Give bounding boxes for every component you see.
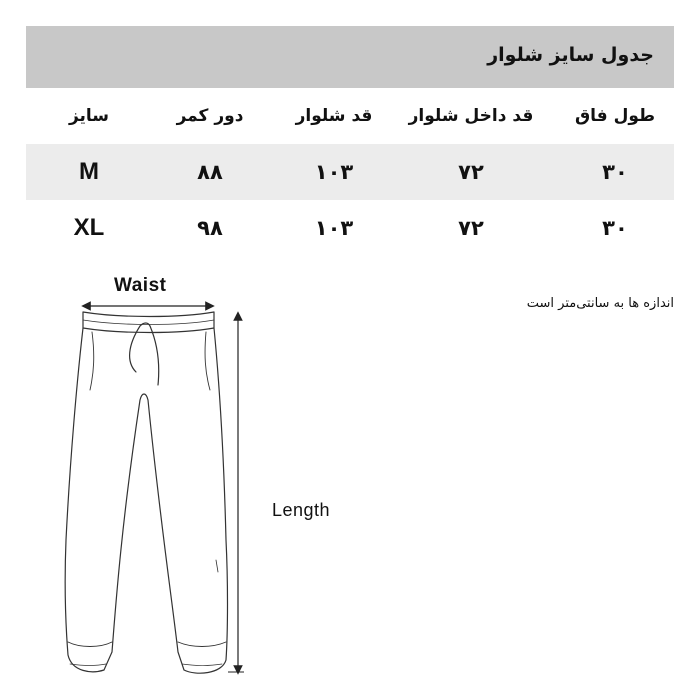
pants-outline: [65, 328, 227, 673]
table-title: جدول سایز شلوار: [487, 44, 654, 66]
cell-waist: ۸۸: [197, 160, 223, 184]
header-inseam: قد داخل شلوار: [408, 106, 534, 126]
header-waist: دور کمر: [176, 106, 244, 126]
right-pocket: [205, 332, 210, 390]
cell-length: ۱۰۳: [314, 160, 354, 184]
units-note: اندازه ها به سانتی‌متر است: [526, 296, 674, 311]
header-length: قد شلوار: [295, 106, 373, 126]
waist-label: Waist: [114, 275, 167, 296]
cell-waist: ۹۸: [197, 216, 223, 240]
length-label: Length: [272, 500, 331, 520]
left-pocket: [90, 332, 94, 390]
cell-size: M: [79, 158, 99, 185]
cell-rise: ۳۰: [602, 160, 628, 184]
header-size: سایز: [68, 106, 110, 126]
header-rise: طول فاق: [574, 106, 656, 126]
cell-inseam: ۷۲: [458, 160, 484, 184]
cell-inseam: ۷۲: [458, 216, 484, 240]
drawstring-right: [150, 326, 159, 385]
cell-length: ۱۰۳: [314, 216, 354, 240]
cell-size: XL: [73, 214, 105, 241]
cell-rise: ۳۰: [602, 216, 628, 240]
left-cuff: [68, 642, 112, 647]
right-cuff: [178, 642, 226, 647]
